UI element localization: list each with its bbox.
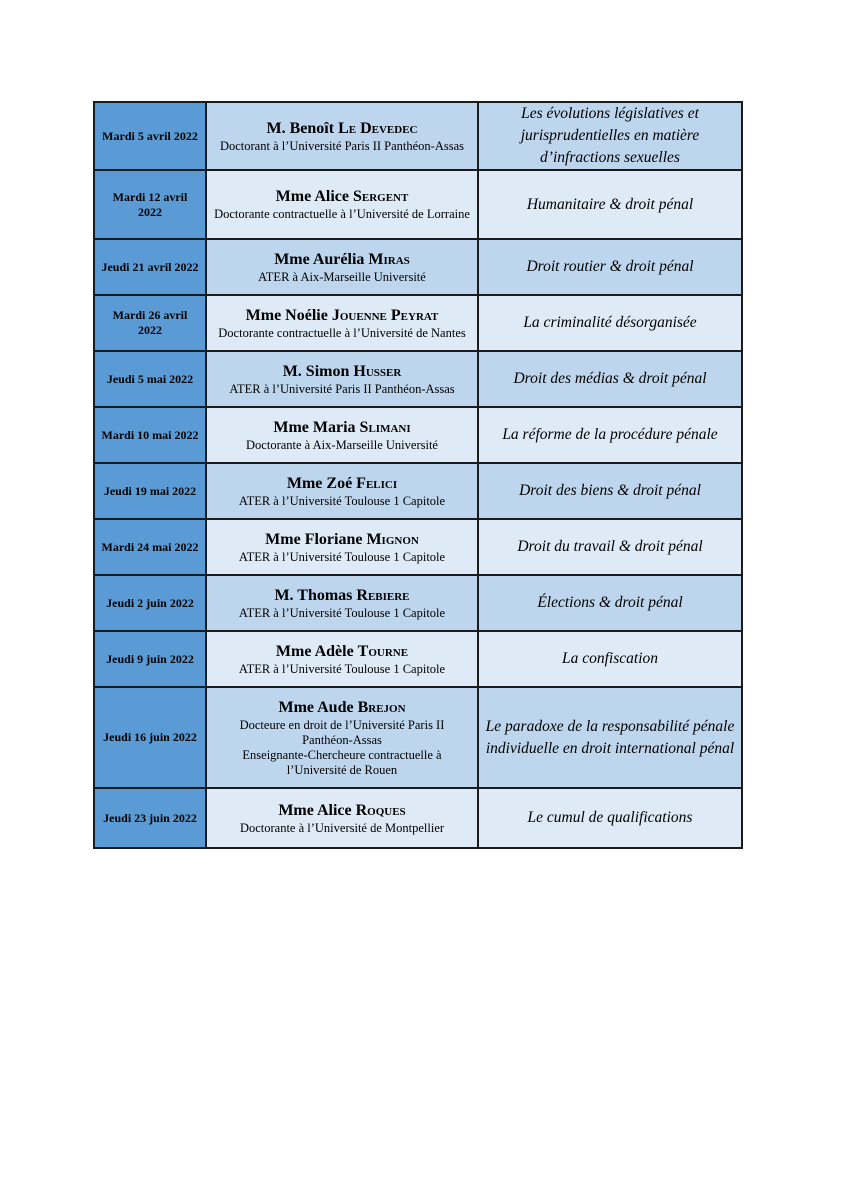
session-topic <box>478 239 742 295</box>
speaker-surname: Tourne <box>357 642 409 660</box>
speaker-affiliation <box>213 606 471 621</box>
speaker-name <box>213 530 471 550</box>
session-date-text: Mardi 10 mai 2022 <box>101 427 199 442</box>
session-date-text: Jeudi 23 juin 2022 <box>103 810 197 825</box>
speaker-prefix: Mme Alice <box>275 188 349 205</box>
speaker-cell <box>206 170 478 239</box>
schedule-row <box>94 239 742 295</box>
session-date <box>94 519 206 575</box>
speaker-cell <box>206 631 478 687</box>
speaker-affiliation <box>213 382 471 397</box>
speaker-surname: Husser <box>353 362 402 380</box>
speaker-cell <box>206 519 478 575</box>
session-topic <box>478 631 742 687</box>
speaker-affiliation <box>213 550 471 565</box>
session-date <box>94 239 206 295</box>
speaker-prefix: Mme Adèle <box>275 642 354 660</box>
session-topic-text: Droit du travail & droit pénal <box>517 538 703 555</box>
schedule-row <box>94 575 742 631</box>
speaker-cell <box>206 102 478 170</box>
speaker-affiliation <box>213 438 471 453</box>
speaker-prefix: Mme Zoé <box>286 474 353 492</box>
session-topic <box>478 575 742 631</box>
session-topic-text: La confiscation <box>561 650 658 667</box>
speaker-prefix: Mme Alice <box>278 801 352 819</box>
session-topic <box>478 407 742 463</box>
session-topic-text: Élections & droit pénal <box>537 594 683 611</box>
speaker-affiliation <box>213 718 471 778</box>
session-date-text: Jeudi 5 mai 2022 <box>106 371 194 386</box>
speaker-affiliation-line: Enseignante-Chercheure contractuelle à l’Université de Rouen <box>242 747 442 777</box>
speaker-name <box>213 250 471 270</box>
speaker-name <box>213 306 471 326</box>
speaker-name <box>213 801 471 821</box>
session-topic-text: Droit routier & droit pénal <box>526 258 694 275</box>
session-topic-text: La réforme de la procédure pénale <box>502 426 718 443</box>
session-date <box>94 575 206 631</box>
speaker-name <box>213 474 471 494</box>
session-topic-text: La criminalité désorganisée <box>523 314 697 331</box>
speaker-prefix: M. Benoît <box>266 119 335 137</box>
speaker-surname: Brejon <box>357 698 406 716</box>
session-topic <box>478 519 742 575</box>
speaker-surname: Rebiere <box>356 586 410 604</box>
session-topic <box>478 295 742 351</box>
session-date-text: Jeudi 9 juin 2022 <box>106 651 194 666</box>
speaker-prefix: M. Thomas <box>274 586 353 604</box>
session-topic-text: Droit des médias & droit pénal <box>513 370 707 387</box>
speaker-name <box>213 187 471 207</box>
speaker-affiliation-line: Doctorante à Aix-Marseille Université <box>246 437 438 452</box>
speaker-surname: Sergent <box>352 188 409 205</box>
speaker-affiliation-line: ATER à l’Université Toulouse 1 Capitole <box>238 549 446 564</box>
speaker-prefix: Mme Floriane <box>265 530 363 548</box>
speaker-cell <box>206 575 478 631</box>
session-topic-text: Humanitaire & droit pénal <box>526 195 694 213</box>
session-topic <box>478 102 742 170</box>
speaker-name <box>213 119 471 139</box>
session-topic-text: Droit des biens & droit pénal <box>519 482 701 499</box>
speaker-surname: Le Devedec <box>338 119 418 137</box>
speaker-affiliation <box>213 270 471 285</box>
speaker-cell <box>206 239 478 295</box>
session-topic-text: Le paradoxe de la responsabilité pénale individuelle en droit international pénal <box>485 717 735 757</box>
speaker-cell <box>206 295 478 351</box>
schedule-row <box>94 295 742 351</box>
schedule-row <box>94 170 742 239</box>
session-date <box>94 463 206 519</box>
speaker-affiliation-line: Doctorante contractuelle à l’Université de Nantes <box>218 325 466 340</box>
session-date <box>94 407 206 463</box>
speaker-affiliation-line: ATER à l’Université Toulouse 1 Capitole <box>238 661 446 676</box>
speaker-name <box>213 362 471 382</box>
schedule-row <box>94 463 742 519</box>
speaker-name <box>213 698 471 718</box>
session-topic <box>478 687 742 788</box>
schedule-row <box>94 519 742 575</box>
schedule-body <box>94 102 742 848</box>
speaker-surname: Slimani <box>359 418 411 436</box>
speaker-surname: Roques <box>355 801 406 819</box>
session-date-text: Jeudi 2 juin 2022 <box>106 595 194 610</box>
speaker-affiliation-line: Doctorante contractuelle à l’Université de Lorraine <box>214 207 470 221</box>
session-date-text: Mardi 12 avril 2022 <box>112 189 188 219</box>
speaker-cell <box>206 407 478 463</box>
speaker-affiliation-line: ATER à l’Université Paris II Panthéon-Assas <box>229 381 455 396</box>
speaker-cell <box>206 687 478 788</box>
session-date-text: Jeudi 21 avril 2022 <box>101 259 199 274</box>
session-date-text: Mardi 5 avril 2022 <box>102 128 198 143</box>
session-date-text: Jeudi 16 juin 2022 <box>103 730 197 744</box>
speaker-name <box>213 418 471 438</box>
speaker-affiliation-line: ATER à l’Université Toulouse 1 Capitole <box>238 493 446 508</box>
session-date <box>94 631 206 687</box>
session-date <box>94 687 206 788</box>
speaker-name <box>213 642 471 662</box>
session-topic <box>478 170 742 239</box>
speaker-affiliation <box>213 326 471 341</box>
speaker-affiliation-line: ATER à l’Université Toulouse 1 Capitole <box>238 605 446 620</box>
speaker-affiliation-line: Doctorant à l’Université Paris II Panthéon-Assas <box>219 138 465 153</box>
speaker-affiliation-line: Docteure en droit de l’Université Paris II Panthéon-Assas <box>239 717 445 747</box>
schedule-row <box>94 788 742 848</box>
session-topic-text: Les évolutions législatives et jurisprudentielles en matière d’infractions sexuelles <box>520 105 700 166</box>
speaker-prefix: Mme Noélie <box>245 306 328 324</box>
schedule-row <box>94 351 742 407</box>
session-date-text: Jeudi 19 mai 2022 <box>103 483 197 498</box>
speaker-affiliation <box>213 207 471 222</box>
session-date <box>94 295 206 351</box>
speaker-name <box>213 586 471 606</box>
seminar-schedule-table <box>93 101 743 849</box>
speaker-affiliation <box>213 139 471 154</box>
speaker-prefix: M. Simon <box>282 362 350 380</box>
session-date-text: Mardi 24 mai 2022 <box>101 539 199 554</box>
schedule-row <box>94 631 742 687</box>
speaker-surname: Jouenne Peyrat <box>331 306 439 324</box>
session-date <box>94 351 206 407</box>
schedule-row <box>94 407 742 463</box>
speaker-cell <box>206 351 478 407</box>
session-topic <box>478 788 742 848</box>
speaker-prefix: Mme Aude <box>278 698 354 716</box>
speaker-affiliation-line: Doctorante à l’Université de Montpellier <box>239 820 445 835</box>
speaker-cell <box>206 463 478 519</box>
session-date <box>94 102 206 170</box>
speaker-cell <box>206 788 478 848</box>
session-date <box>94 170 206 239</box>
speaker-affiliation <box>213 494 471 509</box>
speaker-surname: Miras <box>368 250 410 268</box>
speaker-surname: Mignon <box>366 530 419 548</box>
session-topic-text: Le cumul de qualifications <box>527 809 693 826</box>
speaker-affiliation-line: ATER à Aix-Marseille Université <box>258 269 426 284</box>
session-date <box>94 788 206 848</box>
speaker-affiliation <box>213 821 471 836</box>
session-topic <box>478 351 742 407</box>
session-date-text: Mardi 26 avril 2022 <box>112 308 188 337</box>
session-topic <box>478 463 742 519</box>
speaker-affiliation <box>213 662 471 677</box>
speaker-prefix: Mme Aurélia <box>274 250 365 268</box>
schedule-row <box>94 102 742 170</box>
speaker-prefix: Mme Maria <box>273 418 356 436</box>
speaker-surname: Felici <box>356 474 398 492</box>
schedule-row <box>94 687 742 788</box>
